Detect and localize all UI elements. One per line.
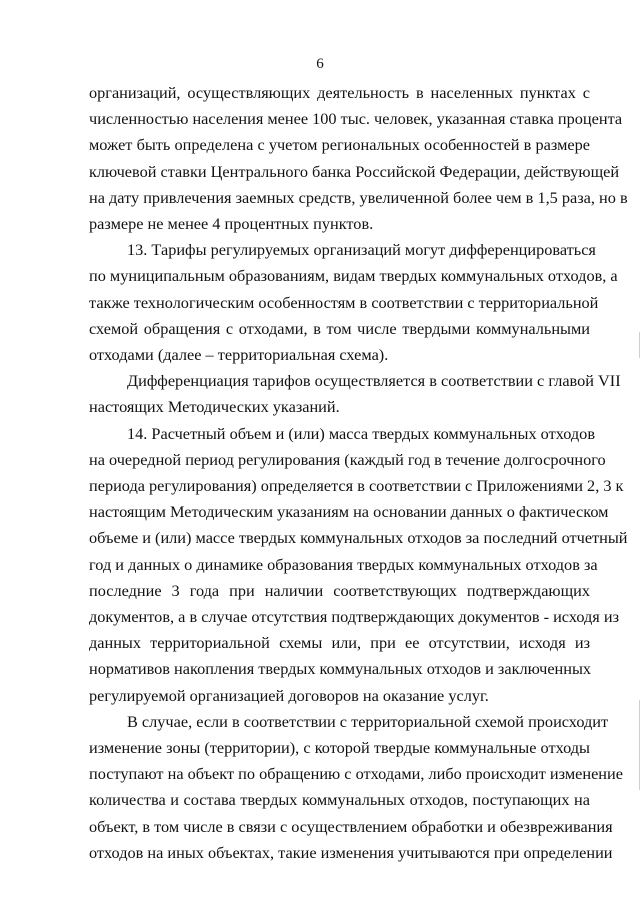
paragraph [89, 421, 628, 709]
paragraph [89, 80, 628, 237]
text-line: объеме и (или) массе твердых коммунальных отходов за последний отчетный [89, 528, 628, 548]
text-line: регулируемой организацией договоров на оказание услуг. [89, 685, 489, 705]
text-line: отходами (далее – территориальная схема). [89, 345, 389, 365]
paragraph [89, 237, 618, 368]
text-line: 14. Расчетный объем и (или) масса твердых коммунальных отходов [127, 423, 596, 443]
text-line: настоящим Методическим указаниям на основании данных о фактическом [89, 502, 609, 522]
text-line: отходов на иных объектах, такие изменения учитываются при определении [89, 842, 613, 862]
text-line: количества и состава твердых коммунальных отходов, поступающих на [89, 790, 590, 810]
page-number: 6 [316, 56, 324, 72]
text-line: 13. Тарифы регулируемых организаций могут дифференцироваться [127, 240, 596, 260]
text-line: на очередной период регулирования (каждый год в течение долгосрочного [89, 449, 606, 469]
text-line: может быть определена с учетом региональных особенностей в размере [89, 135, 590, 155]
text-line: год и данных о динамике образования твердых коммунальных отходов за [89, 554, 598, 574]
text-line: по муниципальным образованиям, видам твердых коммунальных отходов, а [89, 266, 618, 286]
text-line: на дату привлечения заемных средств, увеличенной более чем в 1,5 раза, но в [89, 187, 628, 207]
text-line: периода регулирования) определяется в соответствии с Приложениями 2, 3 к [89, 476, 624, 496]
text-line: поступают на объект по обращению с отходами, либо происходит изменение [89, 764, 623, 784]
document-body [89, 80, 628, 866]
text-line: документов, а в случае отсутствия подтверждающих документов - исходя из [89, 607, 619, 627]
paragraph [89, 368, 621, 420]
text-line: организаций, осуществляющих деятельность в населенных пунктах с [89, 83, 590, 102]
text-line: настоящих Методических указаний. [89, 397, 340, 417]
text-line: численностью населения менее 100 тыс. человек, указанная ставка процента [89, 109, 623, 129]
text-line: Дифференциация тарифов осуществляется в соответствии с главой VII [127, 371, 621, 391]
text-line: ключевой ставки Центрального банка Российской Федерации, действующей [89, 161, 620, 181]
text-line: нормативов накопления твердых коммунальных отходов и заключенных [89, 659, 592, 679]
paragraph [89, 709, 623, 866]
text-line: последние 3 года при наличии соответствующих подтверждающих [89, 580, 590, 600]
text-line: также технологическим особенностям в соответствии с территориальной [89, 292, 599, 312]
text-line: объект, в том числе в связи с осуществлением обработки и обезвреживания [89, 816, 613, 836]
text-line: схемой обращения с отходами, в том числе твердыми коммунальными [89, 318, 590, 338]
text-line: изменение зоны (территории), с которой твердые коммунальные отходы [89, 738, 590, 758]
text-line: данных территориальной схемы или, при ее отсутствии, исходя из [89, 633, 590, 653]
text-line: размере не менее 4 процентных пунктов. [89, 214, 374, 234]
text-line: В случае, если в соответствии с территориальной схемой происходит [127, 711, 609, 731]
